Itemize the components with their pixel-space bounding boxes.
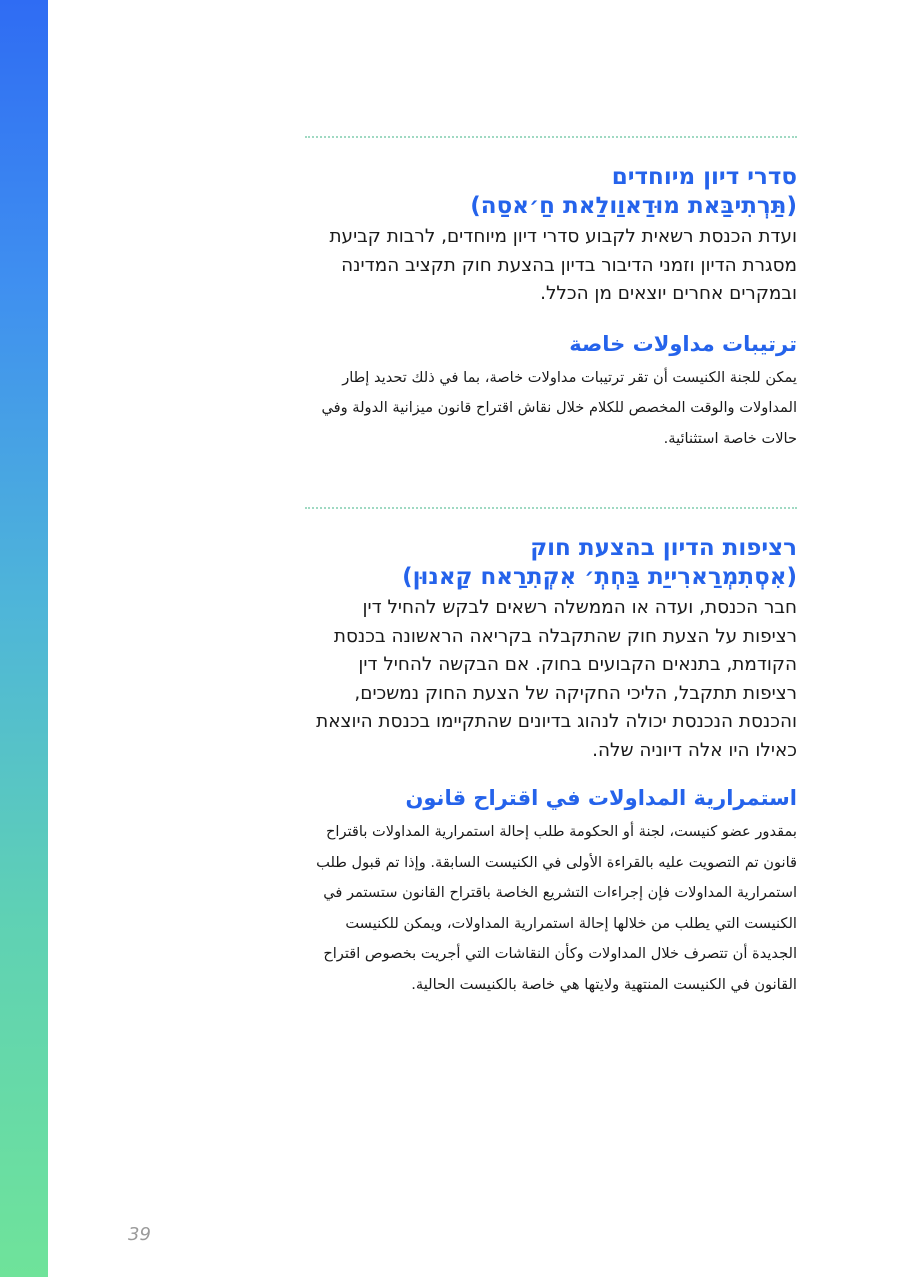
hebrew-body: ועדת הכנסת רשאית לקבוע סדרי דיון מיוחדים, לרבות קביעת מסגרת הדיון וזמני הדיבור בדיון בהצעת חוק תקציב המדינה ובמקרים אחרים יוצאים מן הכלל. [329,226,797,304]
section-bill-continuity [305,534,797,1000]
hebrew-title: סדרי דיון מיוחדים [611,164,797,190]
hebrew-body: חבר הכנסת, ועדה או הממשלה רשאים לבקש להחיל דין רציפות על הצעת חוק שהתקבלה בקריאה הראשונה בכנסת הקודמת, בתנאים הקבועים בחוק. אם הבקשה להחיל דין רציפות תתקבל, הליכי החקיקה של הצעת החוק נמשכים, והכנסת הנכנסת יכולה לנהוג בדיונים שהתקיימו בכנסת היוצאת כאילו היו אלה דיוניה שלה. [316,597,797,761]
arabic-body: بمقدور عضو كنيست، لجنة أو الحكومة طلب إحالة استمرارية المداولات باقتراح قانون تم التصويت عليه بالقراءة الأولى في الكنيست السابقة. وإذا تم قبول طلب استمرارية المداولات فإن إجراءات التشريع الخاصة باقتراح القانون ستستمر في الكنيست التي يطلب من خلالها إحالة استمرارية المداولات، ويمكن للكنيست الجديدة أن تتصرف خلال المداولات وكأن النقاشات التي أجريت بخصوص اقتراح القانون في الكنيست المنتهية ولايتها هي خاصة بالكنيست الحالية. [316,823,797,993]
hebrew-title: רציפות הדיון בהצעת חוק [530,535,797,561]
section-divider [305,507,797,509]
section-divider [305,136,797,138]
arabic-title: استمرارية المداولات في اقتراح قانون [405,786,797,810]
transliteration-title: (אִסְתִמְרַארִייַת בַּחְתְ׳ אִקְתִרַאח קַאנוּן) [402,564,797,590]
side-gradient-bar [0,0,48,1277]
page-number: 39 [128,1224,151,1245]
section-special-procedures [305,163,797,454]
arabic-body: يمكن للجنة الكنيست أن تقر ترتيبات مداولات خاصة، بما في ذلك تحديد إطار المداولات والوقت المخصص للكلام خلال نقاش اقتراح قانون ميزانية الدولة وفي حالات خاصة استثنائية. [321,368,797,447]
transliteration-title: (תַּרְתִיבַּאת מוּדַאוַולַאת חַ׳אסַה) [470,193,797,219]
arabic-title: ترتيبات مداولات خاصة [569,331,797,356]
